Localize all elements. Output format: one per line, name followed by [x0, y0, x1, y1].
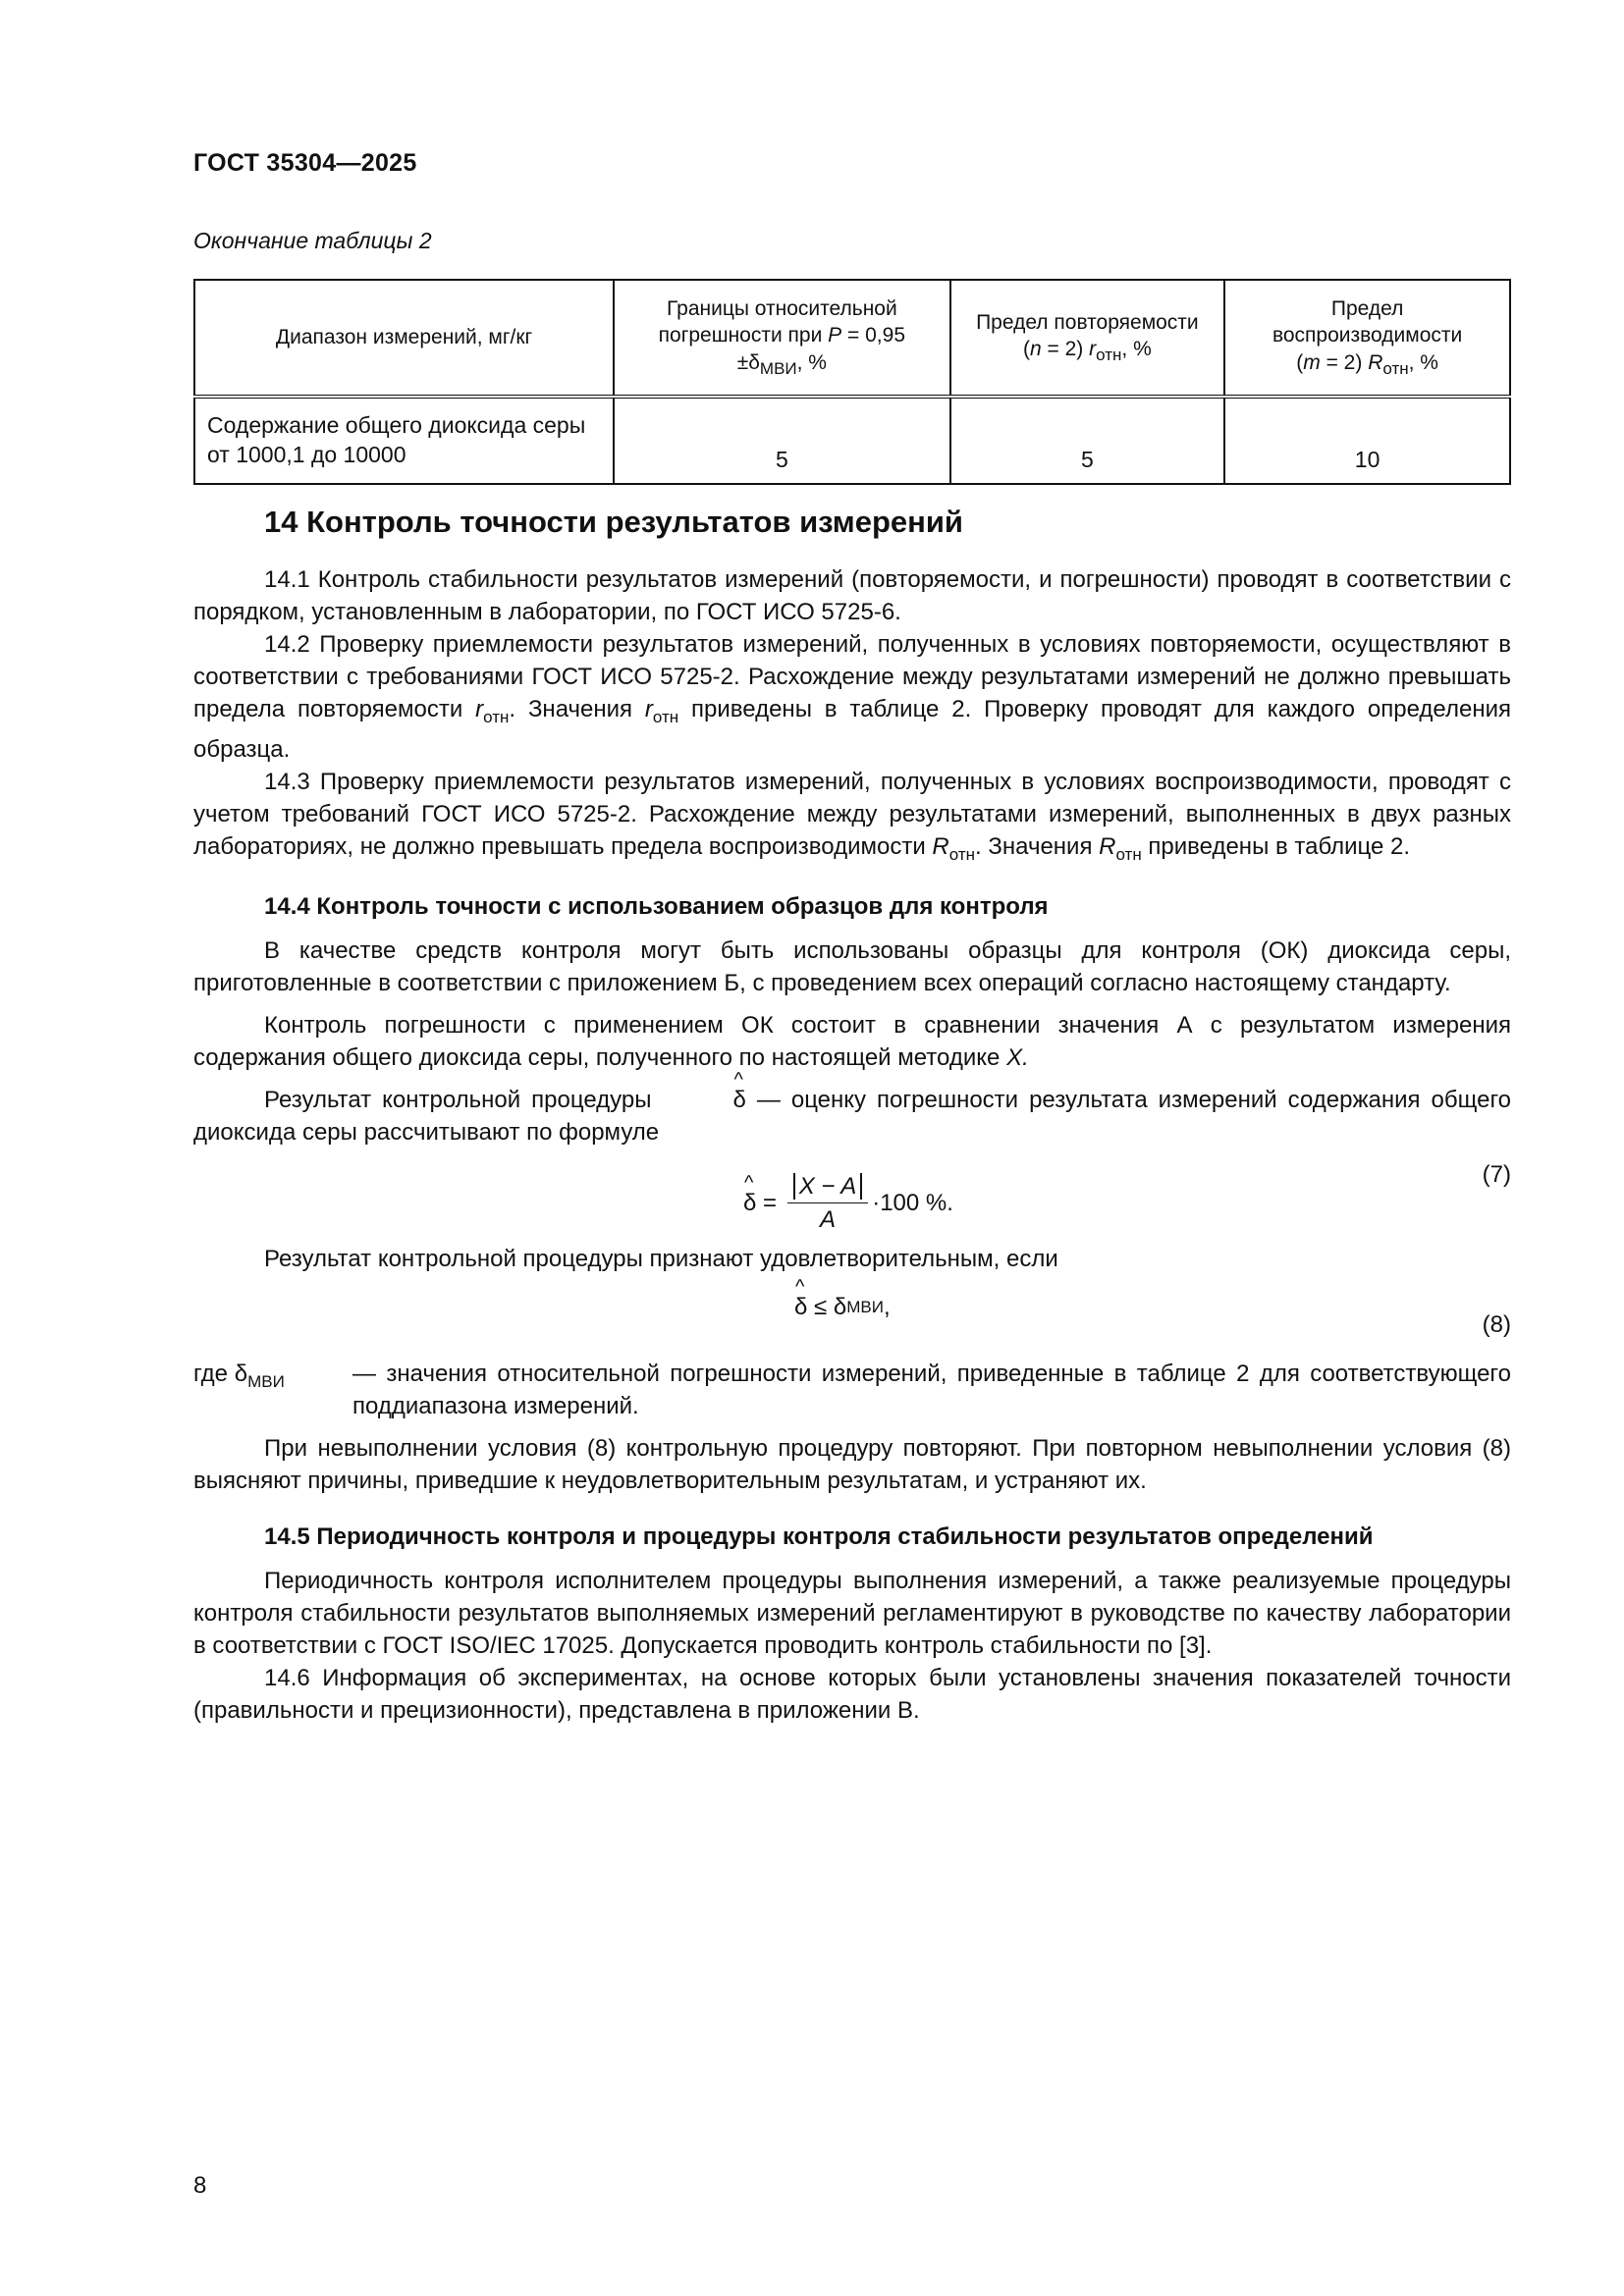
paragraph-14-3: 14.3 Проверку приемлемости результатов измерений, полученных в условиях воспроизводимости, проводят с учетом требований ГОСТ ИСО 5725-2. Расхождение между результатами измерений, выполненных в двух разных лабораториях, не должно превышать предела воспроизводимости $R_{отн}$. Значения $R_{отн}$ приведены в таблице 2.	[193, 768, 1511, 864]
col-header-repeatability: Предел повторяемости (n = 2) $r_{отн}$, %	[950, 280, 1225, 397]
where-label: где $\delta_{МВИ}$	[193, 1360, 285, 1391]
paragraph-14-5-1: Периодичность контроля исполнителем процедуры выполнения измерений, а также реализуемые процедуры контроля стабильности результатов выполняемых измерений регламентируют в руководстве по качеству лаборатории в соответствии с ГОСТ ISO/IEC 17025. Допускается проводить контроль стабильности по [3].	[193, 1567, 1511, 1659]
paragraph-14-4-2: Контроль погрешности с применением ОК состоит в сравнении значения А с результатом измерения содержания общего диоксида серы, полученного по настоящей методике X.	[193, 1011, 1511, 1071]
cell-error: 5	[614, 397, 949, 484]
formula-8-number: (8)	[1482, 1310, 1511, 1338]
formula-8	[193, 1275, 1511, 1344]
section-14-5-title: 14.5 Периодичность контроля и процедуры контроля стабильности результатов определений	[264, 1522, 1374, 1550]
formula-7-number: (7)	[1482, 1160, 1511, 1188]
col-header-reproducibility: Предел воспроизводимости (m = 2) $R_{отн}$, %	[1224, 280, 1510, 397]
col-header-range: Диапазон измерений, мг/кг	[194, 280, 614, 397]
section-14-4-title: 14.4 Контроль точности с использованием образцов для контроля	[264, 892, 1049, 920]
precision-table	[193, 279, 1511, 485]
formula-8-expression: ^ δ ≤ δ МВИ ,	[794, 1291, 891, 1323]
paragraph-14-1: 14.1 Контроль стабильности результатов измерений (повторяемости, и погрешности) проводят в соответствии с порядком, установленным в лаборатории, по ГОСТ ИСО 5725-6.	[193, 566, 1511, 625]
document-body	[193, 503, 1511, 1727]
cell-repeatability: 5	[950, 397, 1225, 484]
where-text: — значения относительной погрешности измерений, приведенные в таблице 2 для соответствующего поддиапазона измерений.	[352, 1360, 1511, 1419]
cell-range: Содержание общего диоксида серы от 1000,1 до 10000	[194, 397, 614, 484]
paragraph-14-6: 14.6 Информация об экспериментах, на основе которых были установлены значения показателей точности (правильности и прецизионности), представлена в приложении В.	[193, 1664, 1511, 1724]
document-header: ГОСТ 35304—2025	[193, 149, 417, 177]
paragraph-14-4-3: Результат контрольной процедуры ^ δ — оценку погрешности результата измерений содержания общего диоксида серы рассчитывают по формуле	[193, 1084, 1511, 1148]
paragraph-14-4-4: Результат контрольной процедуры признают удовлетворительным, если	[264, 1245, 1058, 1272]
table-row	[194, 397, 1510, 484]
section-14-title: 14 Контроль точности результатов измерений	[264, 505, 963, 539]
where-clause	[193, 1358, 1511, 1422]
formula-7-expression: ^ δ = $\frac{X - A}{A}$ ·100 %.	[743, 1170, 953, 1236]
table-header-row	[194, 280, 1510, 397]
page-number: 8	[193, 2172, 207, 2199]
paragraph-14-4-5: При невыполнении условия (8) контрольную процедуру повторяют. При повторном невыполнении условия (8) выясняют причины, приведшие к неудовлетворительным результатам, и устраняют их.	[193, 1434, 1511, 1494]
formula-7	[193, 1148, 1511, 1243]
table-caption: Окончание таблицы 2	[193, 228, 432, 253]
paragraph-14-4-1: В качестве средств контроля могут быть использованы образцы для контроля (ОК) диоксида серы, приготовленные в соответствии с приложением Б, с проведением всех операций согласно настоящему стандарту.	[193, 936, 1511, 996]
cell-reproducibility: 10	[1224, 397, 1510, 484]
col-header-error: Границы относительной погрешности при P = 0,95 $\pm\delta_{МВИ}$, %	[614, 280, 949, 397]
paragraph-14-2: 14.2 Проверку приемлемости результатов измерений, полученных в условиях повторяемости, осуществляют в соответствии с требованиями ГОСТ ИСО 5725-2. Расхождение между результатами измерений не должно превышать предела повторяемости $r_{отн}$. Значения $r_{отн}$ приведены в таблице 2. Проверку проводят для каждого определения образца.	[193, 631, 1511, 763]
